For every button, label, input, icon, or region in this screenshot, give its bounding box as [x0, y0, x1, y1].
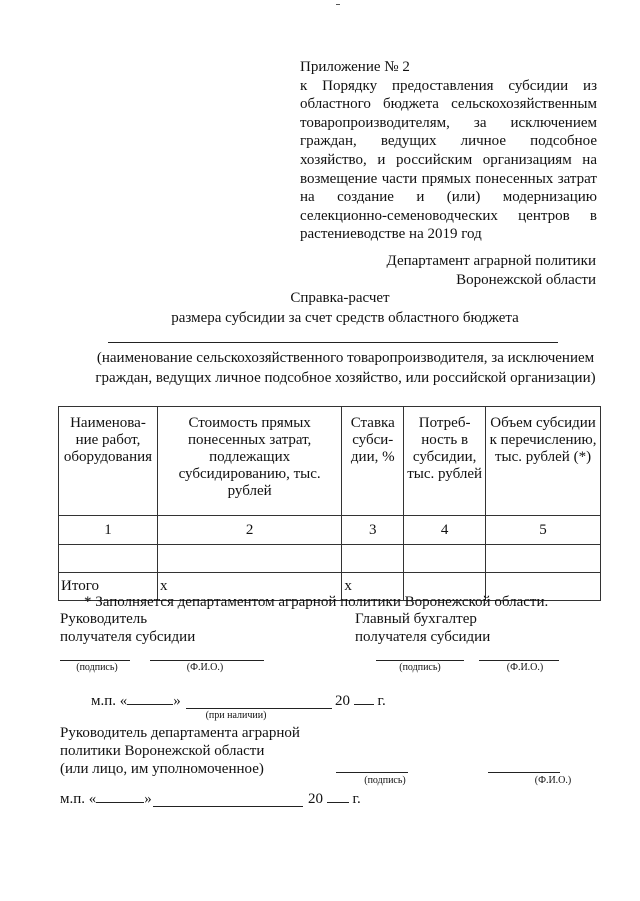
table-cell — [342, 545, 404, 573]
number-cell: 2 — [157, 516, 341, 545]
table-number-row — [59, 516, 601, 545]
header-cell-cost: Стоимость прямых понесенных затрат, подлежащих субсидированию, тыс. рублей — [157, 407, 341, 516]
year-prefix: 20 — [335, 693, 350, 709]
director-name-label: (Ф.И.О.) — [534, 775, 572, 786]
mp-prefix: м.п. « — [91, 693, 128, 709]
day-line — [127, 692, 173, 705]
header-cell-need: Потреб-ность в субсидии, тыс. рублей — [404, 407, 486, 516]
number-cell: 5 — [486, 516, 601, 545]
appendix-block — [300, 58, 597, 244]
department-block — [330, 252, 596, 289]
director-name-line — [488, 772, 560, 773]
table-cell — [157, 545, 341, 573]
head-name-label: (Ф.И.О.) — [186, 662, 224, 673]
if-any-label: (при наличии) — [205, 710, 267, 721]
director-title-3: (или лицо, им уполномоченное) — [60, 761, 264, 777]
stamp-place-2 — [60, 790, 152, 808]
head-title-2: получателя субсидии — [60, 629, 196, 645]
reference-title: Справка-расчет — [290, 290, 390, 306]
header-cell-works: Наименова-ние работ, оборудования — [59, 407, 158, 516]
header-cell-volume: Объем субсидии к перечислению, тыс. рублей (*) — [486, 407, 601, 516]
director-signature-line — [336, 772, 408, 773]
table-cell — [486, 545, 601, 573]
accountant-signature-line — [376, 660, 464, 661]
accountant-title: Главный бухгалтер — [355, 611, 477, 627]
accountant-name-label: (Ф.И.О.) — [506, 662, 544, 673]
director-signature-label: (подпись) — [364, 775, 406, 786]
total-cost-cell: х — [157, 573, 341, 601]
page-mark — [336, 4, 340, 5]
department-line-2: Воронежской области — [456, 271, 596, 288]
producer-name-line — [108, 342, 558, 343]
director-title-1: Руководитель департамента аграрной — [60, 725, 300, 741]
year-line — [354, 692, 374, 705]
appendix-title: Приложение № 2 — [300, 59, 410, 75]
number-cell: 4 — [404, 516, 486, 545]
mp-prefix: м.п. « — [60, 791, 97, 807]
year-1 — [335, 692, 386, 710]
accountant-signature-label: (подпись) — [399, 662, 441, 673]
appendix-text: к Порядку предоставления субсидии из областного бюджета сельскохозяйственным товаропроизводителям, за исключением граждан, ведущих личное подсобное хозяйство, и российским организациям на возмещение части прямых понесенных затрат на создание и (или) модернизацию селекционно-семеноводческих центров в растениеводстве на 2019 год — [300, 77, 597, 243]
accountant-title-2: получателя субсидии — [355, 629, 491, 645]
stamp-place-1 — [91, 692, 181, 710]
day-line — [96, 790, 144, 803]
number-cell: 1 — [59, 516, 158, 545]
total-rate-cell: х — [342, 573, 404, 601]
year-2 — [308, 790, 361, 808]
head-title: Руководитель — [60, 611, 148, 627]
table-cell — [404, 545, 486, 573]
year-line — [327, 790, 349, 803]
mp-mid: » — [144, 791, 152, 807]
reference-subtitle: размера субсидии за счет средств областного бюджета — [171, 310, 519, 326]
year-suffix: г. — [352, 791, 361, 807]
year-suffix: г. — [377, 693, 386, 709]
head-name-line — [150, 660, 264, 661]
accountant-name-line — [479, 660, 559, 661]
mp-mid: » — [173, 693, 181, 709]
director-title-2: политики Воронежской области — [60, 743, 265, 759]
department-line-1: Департамент аграрной политики — [386, 253, 596, 269]
head-signature-label: (подпись) — [76, 662, 118, 673]
footnote: * Заполняется департаментом аграрной политики Воронежской области. — [84, 594, 549, 610]
table-row — [59, 545, 601, 573]
month-line — [153, 806, 303, 807]
total-label-cell: Итого — [59, 573, 158, 601]
number-cell: 3 — [342, 516, 404, 545]
calculation-table — [58, 406, 601, 601]
table-header-row — [59, 407, 601, 516]
year-prefix: 20 — [308, 791, 323, 807]
month-line — [186, 708, 332, 709]
producer-name-hint: (наименование сельскохозяйственного товаропроизводителя, за исключением граждан, ведущих личное подсобное хозяйство, или российской организации) — [95, 350, 596, 386]
table-cell — [59, 545, 158, 573]
head-signature-line — [60, 660, 130, 661]
header-cell-rate: Ставка субси-дии, % — [342, 407, 404, 516]
